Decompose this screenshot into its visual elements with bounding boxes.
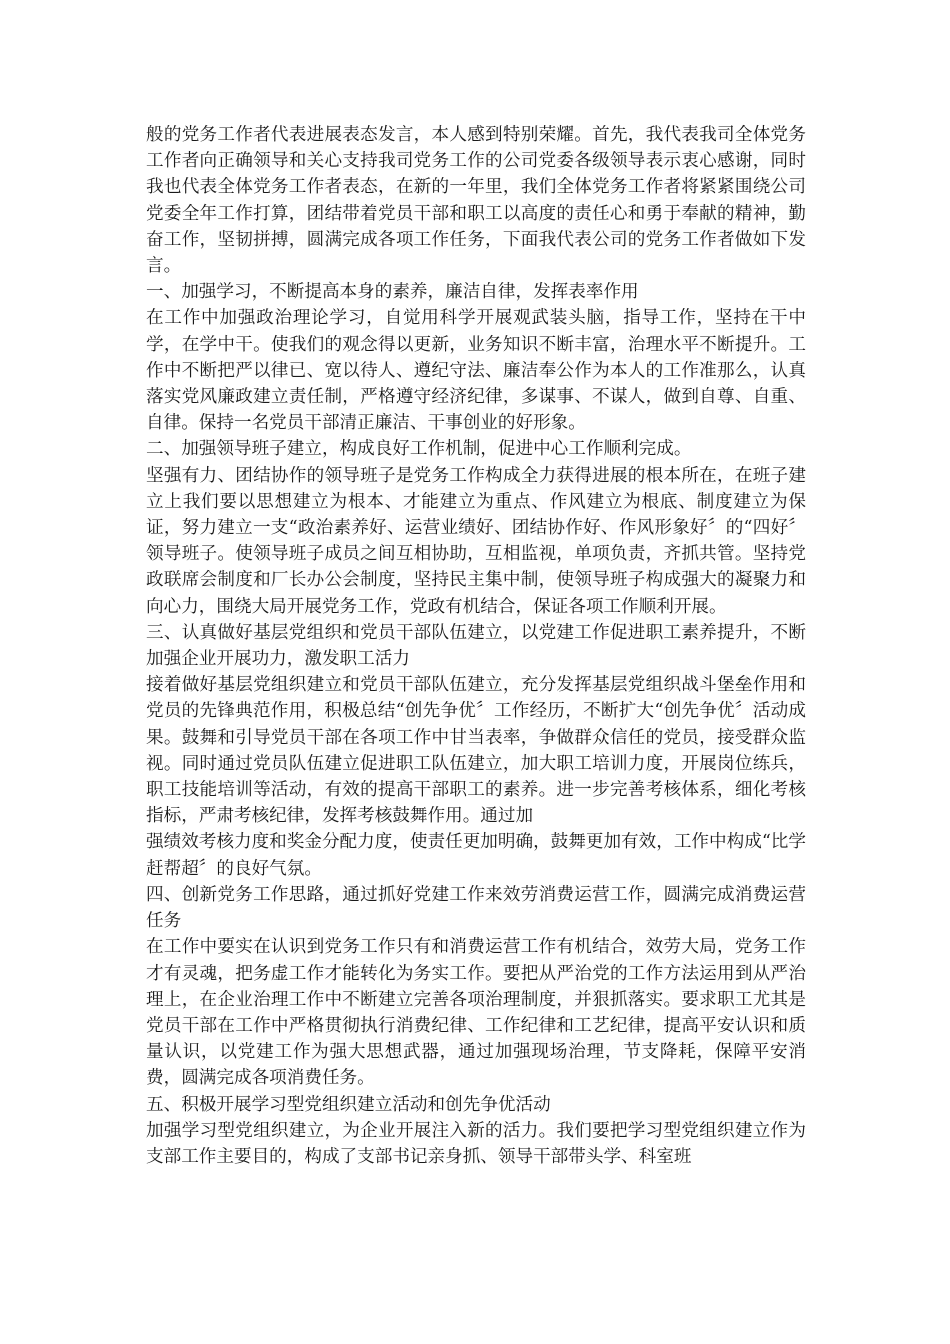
- document-body: [146, 122, 806, 1170]
- paragraph-section-4: 在工作中要实在认识到党务工作只有和消费运营工作有机结合，效劳大局，党务工作才有灵魂，把务虚工作才能转化为务实工作。要把从严治党的工作方法运用到从严治理上，在企业治理工作中不断建立完善各项治理制度，并狠抓落实。要求职工尤其是党员干部在工作中严格贯彻执行消费纪律、工作纪律和工艺纪律，提高平安认识和质量认识，以党建工作为强大思想武器，通过加强现场治理，节支降耗，保障平安消费，圆满完成各项消费任务。: [146, 937, 806, 1089]
- paragraph-section-3b: 强绩效考核力度和奖金分配力度，使责任更加明确，鼓舞更加有效，工作中构成“比学赶帮超〞的良好气氛。: [146, 832, 806, 879]
- section-heading-3: 三、认真做好基层党组织和党员干部队伍建立，以党建工作促进职工素养提升，不断加强企业开展功力，激发职工活力: [146, 622, 806, 670]
- paragraph-section-3a: 接着做好基层党组织建立和党员干部队伍建立，充分发挥基层党组织战斗堡垒作用和党员的先锋典范作用，积极总结“创先争优〞工作经历，不断扩大“创先争优〞活动成果。鼓舞和引导党员干部在各项工作中甘当表率，争做群众信任的党员，接受群众监视。同时通过党员队伍建立促进职工队伍建立，加大职工培训力度，开展岗位练兵，职工技能培训等活动，有效的提高干部职工的素养。进一步完善考核体系，细化考核指标，严肃考核纪律，发挥考核鼓舞作用。通过加: [146, 675, 806, 827]
- paragraph-intro: 般的党务工作者代表进展表态发言，本人感到特别荣耀。首先，我代表我司全体党务工作者向正确领导和关心支持我司党务工作的公司党委各级领导表示衷心感谢，同时我也代表全体党务工作者表态，在新的一年里，我们全体党务工作者将紧紧围绕公司党委全年工作打算，团结带着党员干部和职工以高度的责任心和勇于奉献的精神，勤奋工作，坚韧拼搏，圆满完成各项工作任务，下面我代表公司的党务工作者做如下发言。: [146, 125, 806, 277]
- section-heading-1: 一、加强学习，不断提高本身的素养，廉洁自律，发挥表率作用: [146, 282, 639, 303]
- paragraph-section-5: 加强学习型党组织建立，为企业开展注入新的活力。我们要把学习型党组织建立作为支部工作主要目的，构成了支部书记亲身抓、领导干部带头学、科室班: [146, 1120, 806, 1167]
- section-heading-4: 四、创新党务工作思路，通过抓好党建工作来效劳消费运营工作，圆满完成消费运营任务: [146, 884, 806, 932]
- paragraph-section-2: 坚强有力、团结协作的领导班子是党务工作构成全力获得进展的根本所在，在班子建立上我们要以思想建立为根本、才能建立为重点、作风建立为根底、制度建立为保证，努力建立一支“政治素养好、运营业绩好、团结协作好、作风形象好〞的“四好〞领导班子。使领导班子成员之间互相协助，互相监视，单项负责，齐抓共管。坚持党政联席会制度和厂长办公会制度，坚持民主集中制，使领导班子构成强大的凝聚力和向心力，围绕大局开展党务工作，党政有机结合，保证各项工作顺利开展。: [146, 465, 806, 617]
- section-heading-2: 二、加强领导班子建立，构成良好工作机制，促进中心工作顺利完成。: [146, 439, 692, 460]
- paragraph-section-1: 在工作中加强政治理论学习，自觉用科学开展观武装头脑，指导工作，坚持在干中学，在学中干。使我们的观念得以更新，业务知识不断丰富，治理水平不断提升。工作中不断把严以律已、宽以待人、遵纪守法、廉洁奉公作为本人的工作准那么，认真落实党风廉政建立责任制，严格遵守经济纪律，多谋事、不谋人，做到自尊、自重、自律。保持一名党员干部清正廉洁、干事创业的好形象。: [146, 308, 806, 434]
- section-heading-5: 五、积极开展学习型党组织建立活动和创先争优活动: [146, 1094, 551, 1115]
